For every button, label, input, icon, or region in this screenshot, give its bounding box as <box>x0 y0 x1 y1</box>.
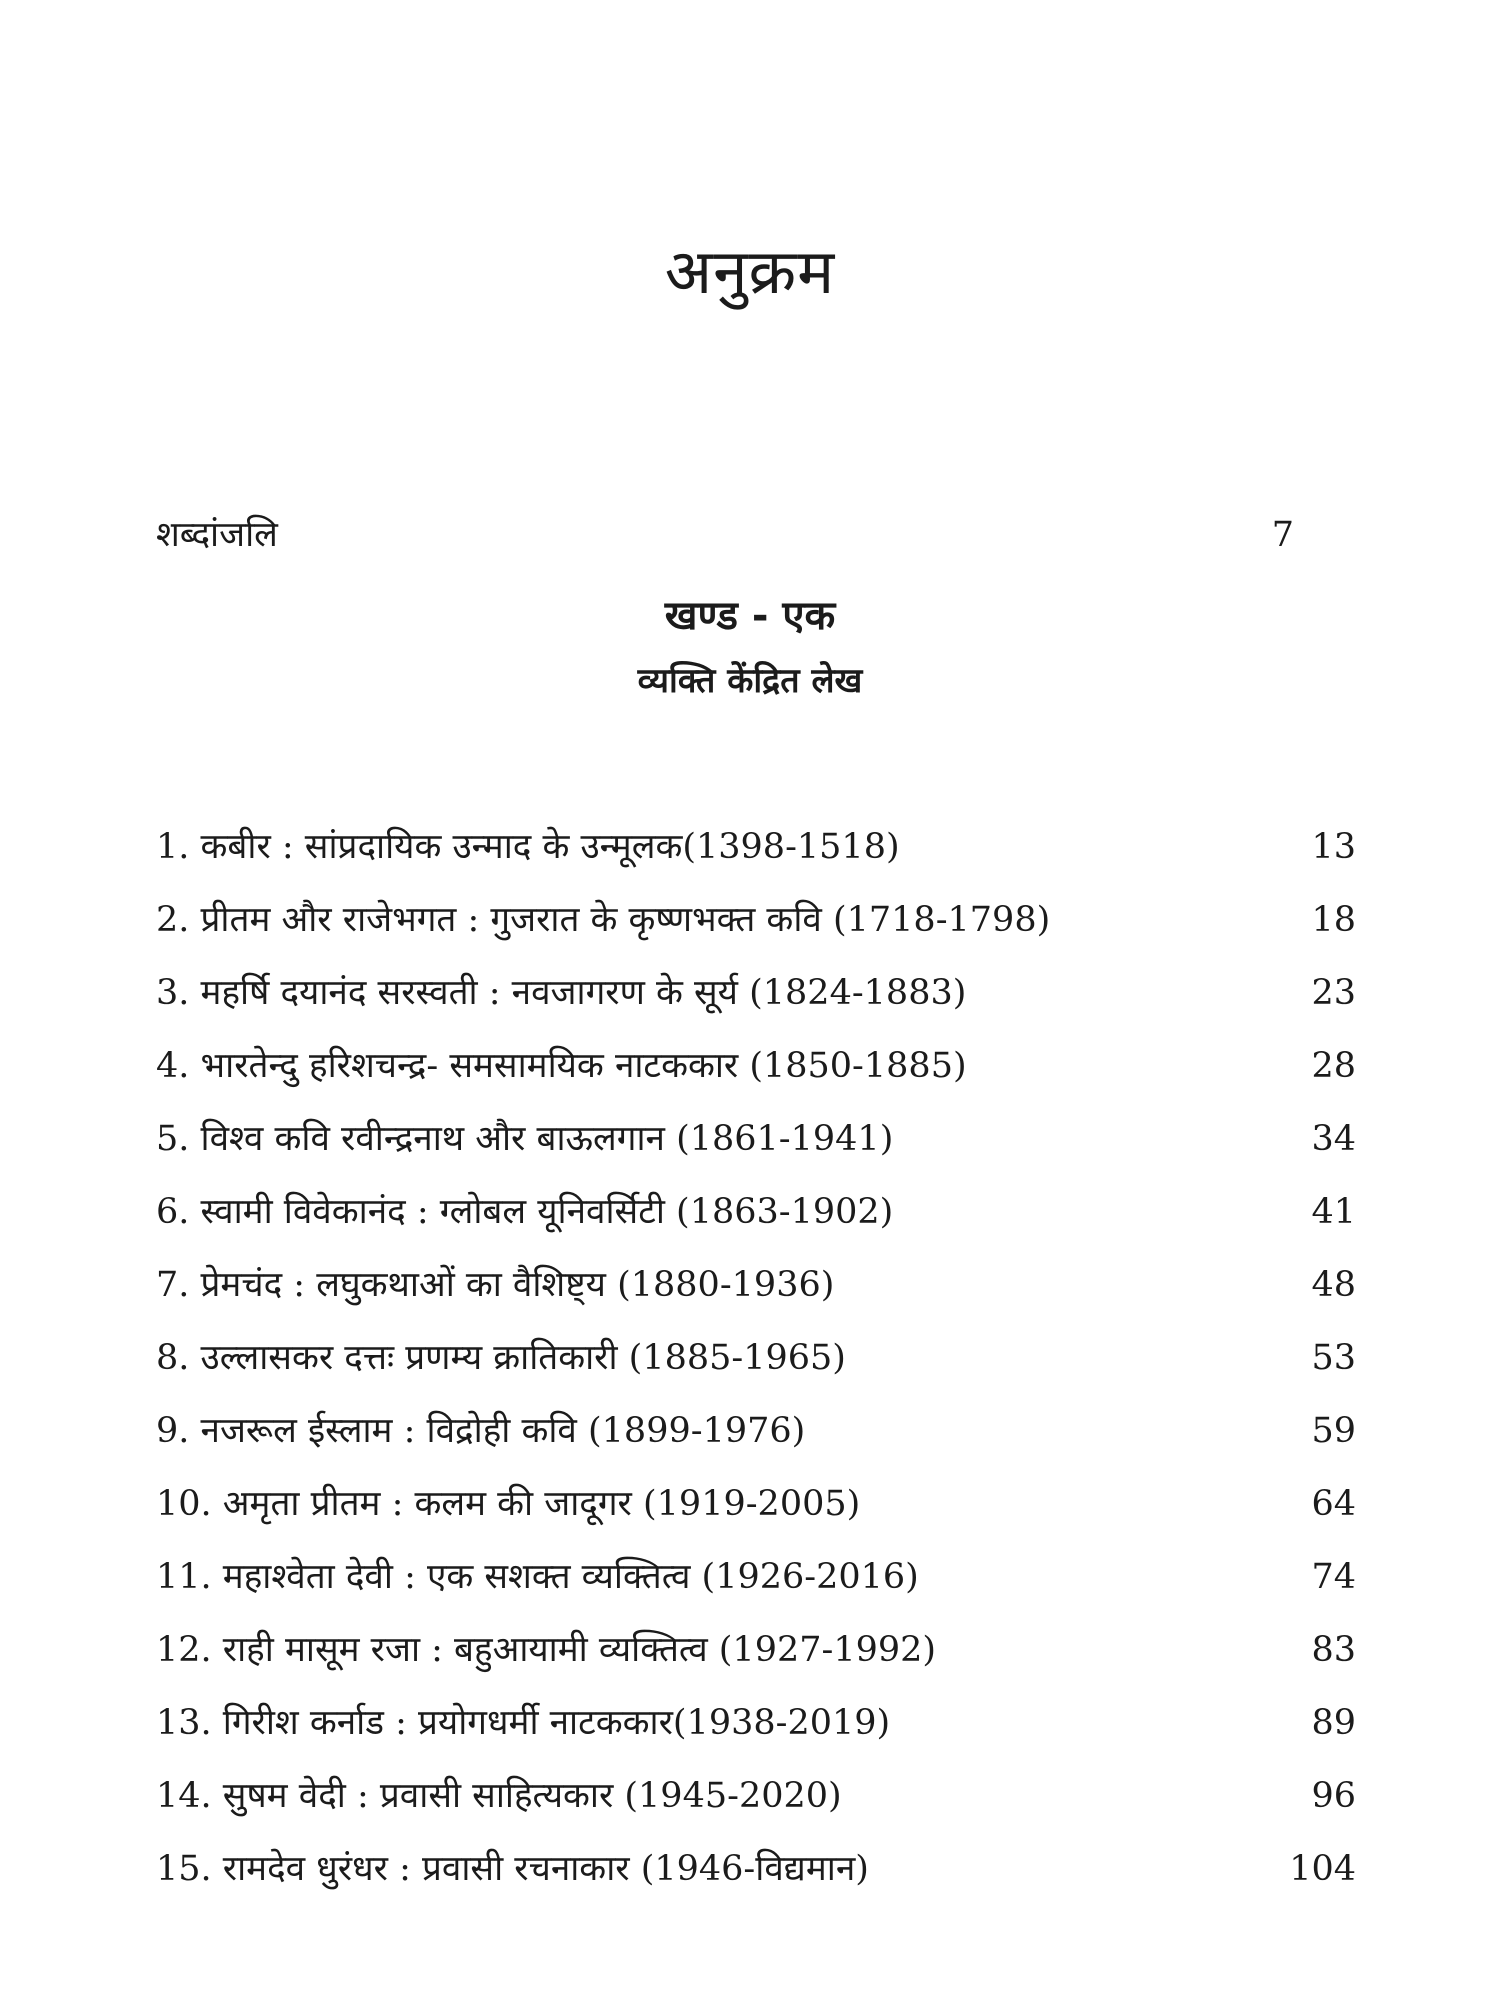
preface-label: शब्दांजलि <box>156 515 278 555</box>
page-title: अनुक्रम <box>664 235 836 308</box>
entry-page-number: 59 <box>1311 1411 1356 1451</box>
entry-title: 13. गिरीश कर्नाड : प्रयोगधर्मी नाटककार(1938-2019) <box>156 1703 891 1743</box>
entry-title: 2. प्रीतम और राजेभगत : गुजरात के कृष्णभक्त कवि (1718-1798) <box>156 900 1051 940</box>
contents-entry <box>156 1114 1356 1164</box>
entry-page-number: 53 <box>1311 1338 1356 1378</box>
preface-page-number: 7 <box>1271 515 1294 555</box>
entry-page-number: 83 <box>1311 1630 1356 1670</box>
entry-title: 15. रामदेव धुरंधर : प्रवासी रचनाकार (1946-विद्यमान) <box>156 1849 869 1889</box>
entry-page-number: 74 <box>1311 1557 1356 1597</box>
contents-entry <box>156 1625 1356 1675</box>
contents-entry <box>156 1552 1356 1602</box>
entry-title: 10. अमृता प्रीतम : कलम की जादूगर (1919-2005) <box>156 1484 861 1524</box>
entry-page-number: 28 <box>1311 1046 1356 1086</box>
entry-title: 8. उल्लासकर दत्तः प्रणम्य क्रातिकारी (1885-1965) <box>156 1338 846 1378</box>
entry-page-number: 18 <box>1311 900 1356 940</box>
entry-title: 6. स्वामी विवेकानंद : ग्लोबल यूनिवर्सिटी (1863-1902) <box>156 1192 894 1232</box>
entry-page-number: 96 <box>1311 1776 1356 1816</box>
contents-entry <box>156 822 1356 872</box>
entry-page-number: 48 <box>1311 1265 1356 1305</box>
contents-entry <box>156 1771 1356 1821</box>
entry-title: 11. महाश्वेता देवी : एक सशक्त व्यक्तित्व (1926-2016) <box>156 1557 919 1597</box>
entry-page-number: 64 <box>1311 1484 1356 1524</box>
contents-entry <box>156 1479 1356 1529</box>
entry-title: 3. महर्षि दयानंद सरस्वती : नवजागरण के सूर्य (1824-1883) <box>156 973 967 1013</box>
section-title: खण्ड - एक <box>664 593 836 639</box>
entry-title: 9. नजरूल ईस्लाम : विद्रोही कवि (1899-1976) <box>156 1411 806 1451</box>
contents-entry <box>156 1333 1356 1383</box>
entry-page-number: 34 <box>1311 1119 1356 1159</box>
entry-title: 4. भारतेन्दु हरिशचन्द्र- समसामयिक नाटककार (1850-1885) <box>156 1046 967 1086</box>
section-subtitle: व्यक्ति केंद्रित लेख <box>637 661 863 701</box>
entry-page-number: 89 <box>1311 1703 1356 1743</box>
contents-entry <box>156 1698 1356 1748</box>
entry-page-number: 104 <box>1289 1849 1356 1889</box>
entry-title: 5. विश्व कवि रवीन्द्रनाथ और बाऊलगान (1861-1941) <box>156 1119 894 1159</box>
contents-entry <box>156 1260 1356 1310</box>
contents-entry <box>156 1844 1356 1894</box>
entry-title: 12. राही मासूम रजा : बहुआयामी व्यक्तित्व (1927-1992) <box>156 1630 937 1670</box>
contents-entry <box>156 1041 1356 1091</box>
entry-page-number: 23 <box>1311 973 1356 1013</box>
entry-title: 14. सुषम वेदी : प्रवासी साहित्यकार (1945-2020) <box>156 1776 842 1816</box>
contents-entry <box>156 895 1356 945</box>
contents-entry <box>156 1187 1356 1237</box>
entry-page-number: 13 <box>1311 827 1356 867</box>
entry-title: 1. कबीर : सांप्रदायिक उन्माद के उन्मूलक(1398-1518) <box>156 827 900 867</box>
entry-title: 7. प्रेमचंद : लघुकथाओं का वैशिष्ट्य (1880-1936) <box>156 1265 835 1305</box>
entry-page-number: 41 <box>1311 1192 1356 1232</box>
contents-entry <box>156 1406 1356 1456</box>
contents-entry <box>156 968 1356 1018</box>
